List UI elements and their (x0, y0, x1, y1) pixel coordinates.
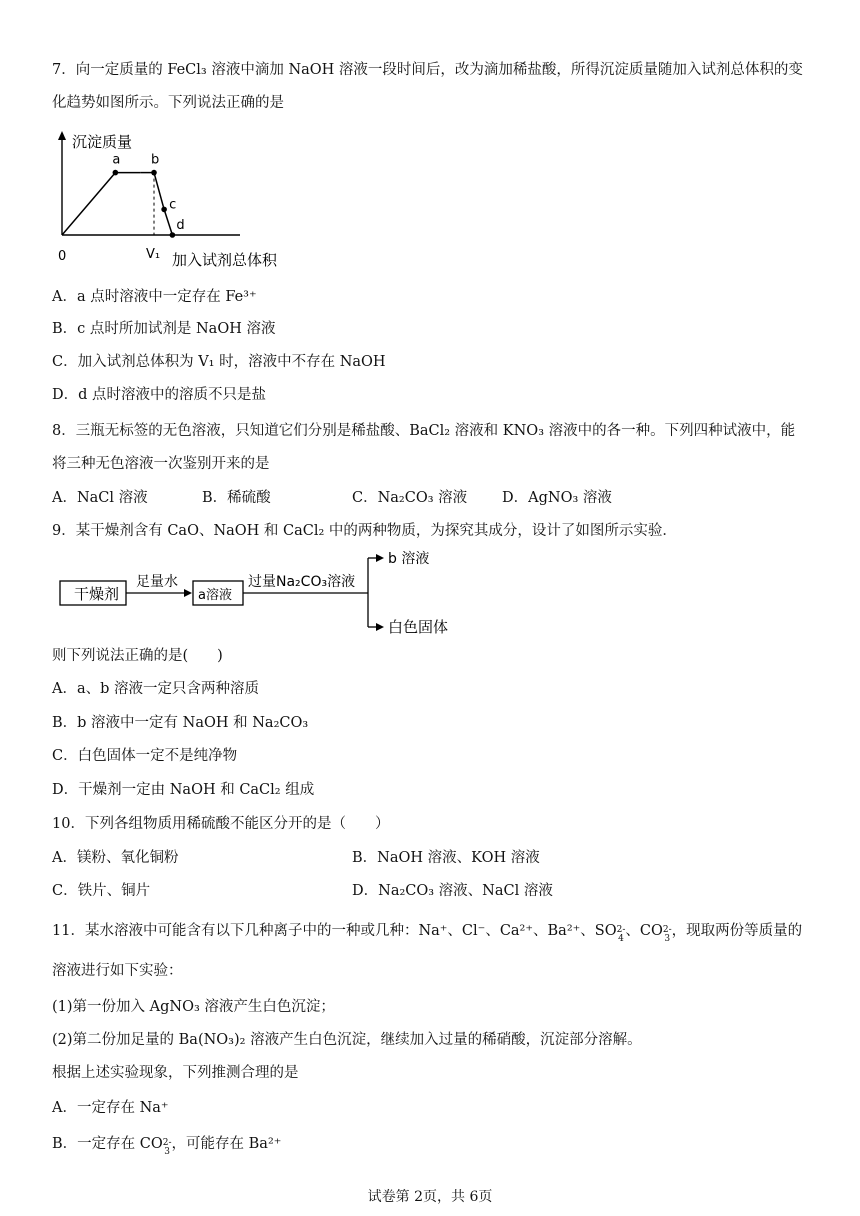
q11-option-a[interactable]: A．一定存在 Na⁺ (52, 1100, 169, 1116)
q10-option-c[interactable]: C．铁片、铜片 (52, 883, 151, 899)
arrow-1-label: 足量水 (136, 574, 178, 590)
point-b (151, 170, 157, 176)
arrow-1-head (184, 589, 192, 597)
q9-stem: 9．某干燥剂含有 CaO、NaOH 和 CaCl₂ 中的两种物质，为探究其成分，设计了如图所示实验． (52, 523, 677, 539)
q11-question: 根据上述实验现象，下列推测合理的是 (52, 1065, 299, 1081)
q7-option-c[interactable]: C．加入试剂总体积为 V₁ 时，溶液中不存在 NaOH (52, 354, 386, 370)
carbonate-charge: 2- 3 (662, 925, 672, 944)
q10-option-d[interactable]: D．Na₂CO₃ 溶液、NaCl 溶液 (352, 883, 553, 899)
q8-stem-line1: 8．三瓶无标签的无色溶液，只知道它们分别是稀盐酸、BaCl₂ 溶液和 KNO₃ 溶液中的各一种。下列四种试液中，能 (52, 423, 796, 439)
q10-stem: 10．下列各组物质用稀硫酸不能区分开的是（ ） (52, 816, 390, 832)
q11-stem-part1: 11．某水溶液中可能含有以下几种离子中的一种或几种：Na⁺、Cl⁻、Ca²⁺、Ba²⁺、SO (52, 923, 617, 939)
arrow-2-label: 过量Na₂CO₃溶液 (248, 574, 356, 590)
q7-stem-line2: 化趋势如图所示。下列说法正确的是 (52, 95, 284, 111)
q11-option-b-part2: ，可能存在 Ba²⁺ (171, 1136, 282, 1152)
carbonate-charge-b: 2- 3 (162, 1138, 172, 1157)
q7-option-d[interactable]: D．d 点时溶液中的溶质不只是盐 (52, 387, 267, 403)
point-label-a: a (112, 152, 121, 168)
q9-option-a[interactable]: A．a、b 溶液一定只含两种溶质 (52, 681, 260, 697)
branch-top-head (376, 554, 384, 562)
q11-stem-line1 (52, 921, 802, 944)
q7-option-b[interactable]: B．c 点时所加试剂是 NaOH 溶液 (52, 321, 276, 337)
q7-stem-line1: 7．向一定质量的 FeCl₃ 溶液中滴加 NaOH 溶液一段时间后，改为滴加稀盐酸，所得沉淀质量随加入试剂总体积的变 (52, 62, 803, 78)
point-a (113, 170, 119, 176)
chart-segment-4 (164, 209, 172, 235)
q9-option-d[interactable]: D．干燥剂一定由 NaOH 和 CaCl₂ 组成 (52, 782, 315, 798)
q10-option-b[interactable]: B．NaOH 溶液、KOH 溶液 (352, 850, 540, 866)
q11-stem-part3: ，现取两份等质量的 (671, 923, 803, 939)
output-white-solid: 白色固体 (388, 618, 449, 636)
chart-marks (62, 153, 185, 238)
point-label-d: d (176, 218, 185, 233)
q8-option-b[interactable]: B．稀硫酸 (202, 490, 271, 506)
x-axis-label: 加入试剂总体积 (172, 251, 278, 269)
q9-option-b[interactable]: B．b 溶液中一定有 NaOH 和 Na₂CO₃ (52, 715, 309, 731)
q8-option-a[interactable]: A．NaCl 溶液 (52, 490, 148, 506)
point-d (170, 232, 176, 238)
sulfate-charge: 2- 4 (616, 925, 626, 944)
box-a-solution-label: a溶液 (198, 588, 232, 603)
q8-stem-line2: 将三种无色溶液一次鉴别开来的是 (52, 456, 270, 472)
box-desiccant-label: 干燥剂 (74, 585, 120, 603)
point-c (161, 207, 167, 213)
chart-segment-0 (62, 173, 115, 235)
v1-tick-label: V₁ (146, 247, 161, 262)
y-axis-label: 沉淀质量 (72, 133, 133, 151)
q9-flow-diagram (56, 548, 476, 638)
q11-experiment-1: (1)第一份加入 AgNO₃ 溶液产生白色沉淀； (52, 999, 335, 1015)
q11-option-b-part1: B．一定存在 CO (52, 1136, 163, 1152)
branch-bottom-head (376, 623, 384, 631)
q7-chart (52, 125, 312, 275)
q11-stem-part2: 、CO (625, 923, 663, 939)
page-footer: 试卷第 2页，共 6页 (367, 1189, 493, 1205)
q9-option-c[interactable]: C．白色固体一定不是纯净物 (52, 748, 238, 764)
q8-option-c[interactable]: C．Na₂CO₃ 溶液 (352, 490, 468, 506)
y-axis-arrow (58, 131, 66, 140)
q7-option-a[interactable]: A．a 点时溶液中一定存在 Fe³⁺ (52, 289, 257, 305)
point-label-b: b (151, 152, 160, 168)
q11-stem-line2: 溶液进行如下实验： (52, 963, 183, 979)
output-b-solution: b 溶液 (388, 551, 430, 567)
q10-option-a[interactable]: A．镁粉、氧化铜粉 (52, 850, 179, 866)
q11-option-b[interactable] (52, 1134, 281, 1157)
chart-segment-3 (154, 173, 164, 210)
q9-question: 则下列说法正确的是( ) (52, 648, 223, 664)
origin-label: 0 (58, 249, 67, 264)
q8-option-d[interactable]: D．AgNO₃ 溶液 (502, 490, 612, 506)
point-label-c: c (169, 197, 177, 213)
q11-experiment-2: (2)第二份加足量的 Ba(NO₃)₂ 溶液产生白色沉淀，继续加入过量的稀硝酸，沉淀部分溶解。 (52, 1032, 642, 1048)
